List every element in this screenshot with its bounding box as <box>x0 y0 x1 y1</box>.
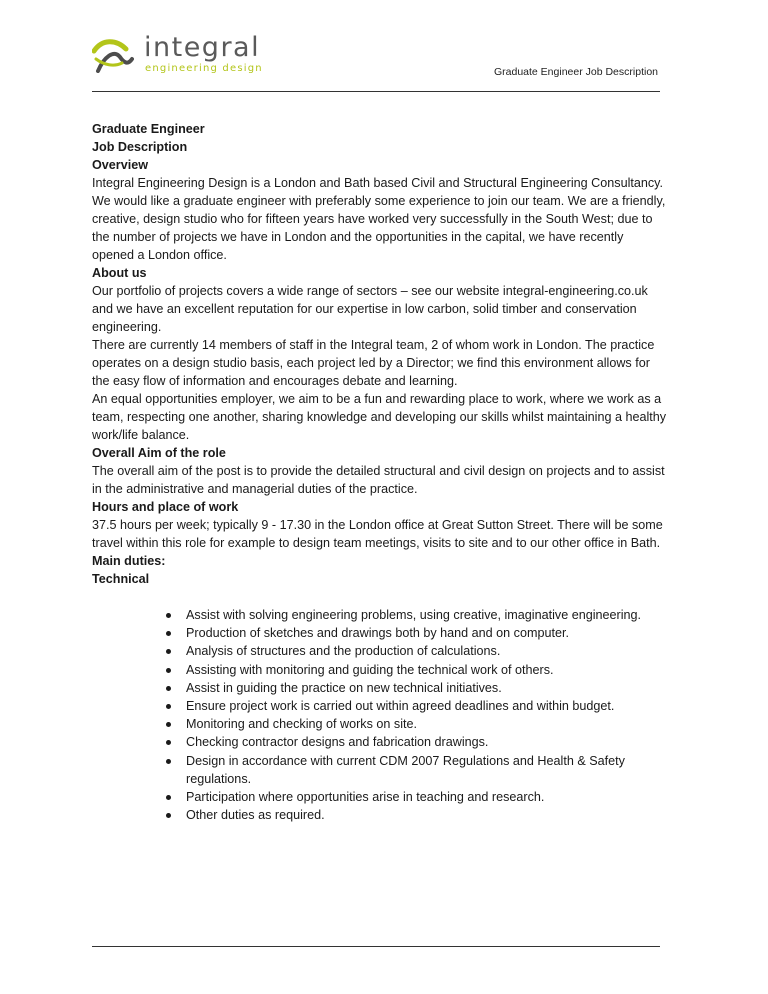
list-item-text: Ensure project work is carried out within agreed deadlines and within budget. <box>186 699 615 714</box>
aim-heading: Overall Aim of the role <box>92 446 226 460</box>
list-item-text: Checking contractor designs and fabrication drawings. <box>186 735 489 750</box>
list-item <box>186 752 668 788</box>
overview-text: Integral Engineering Design is a London and Bath based Civil and Structural Engineering Consultancy. We would like a graduate engineer with preferably some experience to join our team. We are a friendly, creative, design studio who for fifteen years have worked very successfully in the South West; due to the number of projects we have in London and the opportunities in the capital, we have recently opened a London office. <box>92 176 666 262</box>
list-item-text: Production of sketches and drawings both by hand and on computer. <box>186 626 569 641</box>
bullet-icon <box>166 740 171 745</box>
footer-divider <box>92 946 660 947</box>
list-item-text: Assist in guiding the practice on new technical initiatives. <box>186 680 502 695</box>
list-item <box>186 806 668 824</box>
list-item <box>186 624 668 642</box>
list-item <box>186 661 668 679</box>
bullet-icon <box>166 686 171 691</box>
bullet-icon <box>166 795 171 800</box>
list-item-text: Monitoring and checking of works on site. <box>186 717 418 732</box>
logo-mark-icon <box>92 37 134 73</box>
hours-heading: Hours and place of work <box>92 500 239 514</box>
about-paragraph-1: Our portfolio of projects covers a wide range of sectors – see our website integral-engineering.co.uk and we have an excellent reputation for our expertise in low carbon, solid timber and conservation engineering. <box>92 284 648 334</box>
running-header: Graduate Engineer Job Description <box>493 66 658 78</box>
bullet-icon <box>166 613 171 618</box>
list-item-text: Analysis of structures and the production of calculations. <box>186 644 501 659</box>
document-subtitle: Job Description <box>92 140 188 154</box>
company-logo <box>92 32 272 78</box>
list-item <box>186 697 668 715</box>
list-item-text: Assisting with monitoring and guiding the technical work of others. <box>186 662 554 677</box>
list-item-text: Other duties as required. <box>186 808 325 823</box>
list-item-text: Participation where opportunities arise in teaching and research. <box>186 790 545 805</box>
header-divider <box>92 91 660 92</box>
list-item <box>186 679 668 697</box>
about-heading: About us <box>92 266 147 280</box>
bullet-icon <box>166 704 171 709</box>
bullet-icon <box>166 668 171 673</box>
overview-heading: Overview <box>92 158 149 172</box>
document-title: Graduate Engineer <box>92 122 205 136</box>
document-body <box>92 120 668 824</box>
logo-wordmark: integral <box>144 32 261 63</box>
duties-list <box>92 606 668 824</box>
list-item-text: Assist with solving engineering problems, using creative, imaginative engineering. <box>186 608 642 622</box>
bullet-icon <box>166 631 171 636</box>
list-item <box>186 606 668 624</box>
duties-heading: Main duties: <box>92 554 166 568</box>
bullet-icon <box>166 759 171 764</box>
aim-text: The overall aim of the post is to provide the detailed structural and civil design on projects and to assist in the administrative and managerial duties of the practice. <box>92 464 665 496</box>
list-item <box>186 788 668 806</box>
technical-heading: Technical <box>92 572 150 586</box>
logo-tagline: engineering design <box>145 63 263 74</box>
about-paragraph-2: There are currently 14 members of staff in the Integral team, 2 of whom work in London. The practice operates on a design studio basis, each project led by a Director; we find this environment allows for the easy flow of information and encourages debate and learning. <box>92 338 655 388</box>
list-item <box>186 733 668 751</box>
hours-text: 37.5 hours per week; typically 9 - 17.30 in the London office at Great Sutton Street. There will be some travel within this role for example to design team meetings, visits to site and to our other office in Bath. <box>92 518 663 550</box>
bullet-icon <box>166 813 171 818</box>
list-item <box>186 715 668 733</box>
bullet-icon <box>166 722 171 727</box>
list-item-text: Design in accordance with current CDM 2007 Regulations and Health & Safety regulations. <box>186 753 625 786</box>
about-paragraph-3: An equal opportunities employer, we aim to be a fun and rewarding place to work, where we work as a team, respecting one another, sharing knowledge and developing our skills whilst maintaining a healthy work/life balance. <box>92 392 667 442</box>
list-item <box>186 642 668 660</box>
bullet-icon <box>166 649 171 654</box>
